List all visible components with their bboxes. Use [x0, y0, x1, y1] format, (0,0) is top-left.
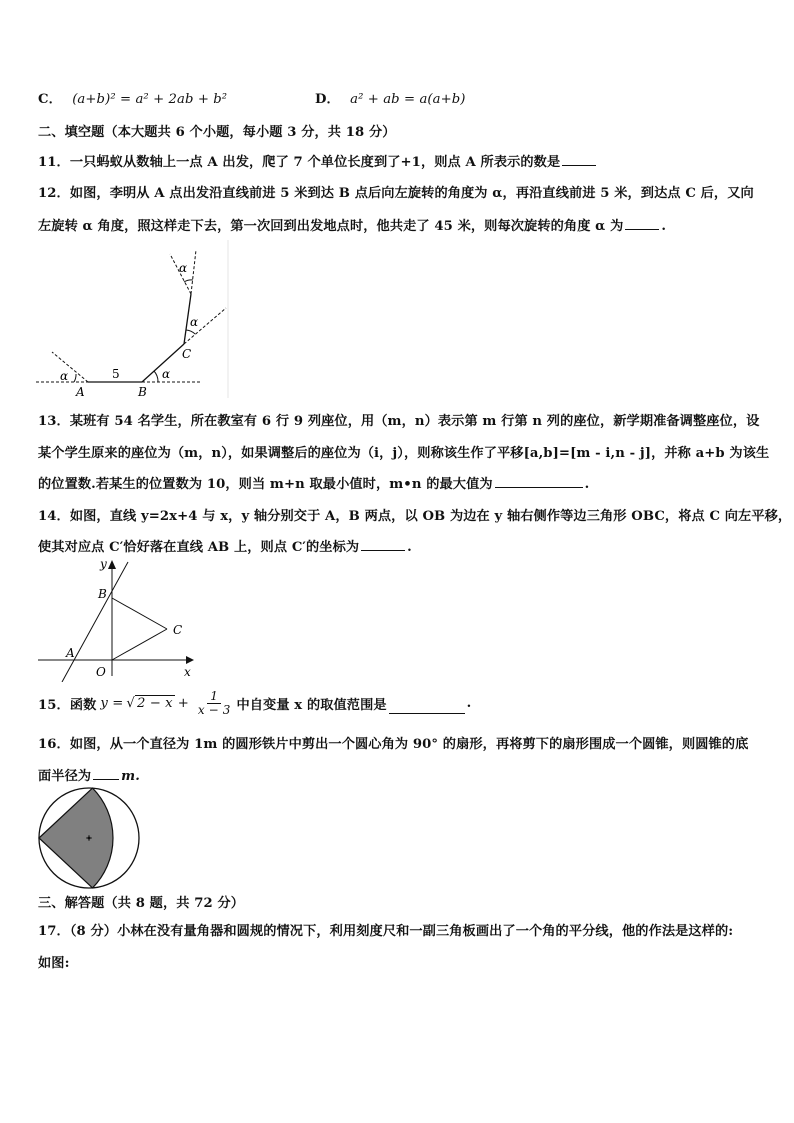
fraction-numerator: 1	[207, 690, 221, 704]
period: .	[584, 477, 590, 492]
option-d-expression: a² + ab = a(a+b)	[350, 92, 466, 107]
point-label-b: B	[98, 587, 107, 601]
function-lhs: y =	[100, 696, 124, 712]
fraction-denominator: x − 3	[197, 703, 231, 718]
section-heading-fill-in: 二、填空题（本大题共 6 个小题，每小题 3 分，共 18 分）	[38, 125, 396, 140]
question-13-line-2: 某个学生原来的座位为（m，n），如果调整后的座位为（i，j），则称该生作了平移[a,b]=[m - i,n - j]，并称 a+b 为该生	[38, 446, 770, 461]
question-12-line-1: 12．如图，李明从 A 点出发沿直线前进 5 米到达 B 点后向左旋转的角度为 α，再沿直线前进 5 米，到达点 C 后，又向	[38, 186, 754, 201]
option-c-expression: (a+b)² = a² + 2ab + b²	[72, 92, 228, 107]
question-16-line-2	[38, 765, 140, 784]
question-11-text: 11．一只蚂蚁从数轴上一点 A 出发，爬了 7 个单位长度到了+1，则点 A 所表示的数是	[38, 155, 561, 170]
question-14-figure	[36, 556, 206, 682]
question-15-prefix: 15．函数	[38, 698, 97, 714]
radicand: 2 − x	[136, 696, 173, 712]
answer-blank	[562, 153, 596, 166]
plus-sign: +	[177, 696, 189, 712]
point-label-c: C	[182, 347, 192, 361]
answer-blank	[361, 538, 405, 551]
answer-blank	[625, 217, 659, 230]
angle-label-c: α	[190, 315, 199, 329]
question-13-line-1: 13．某班有 54 名学生，所在教室有 6 行 9 列座位，用（m，n）表示第 m 行第 n 列的座位，新学期准备调整座位，设	[38, 414, 760, 429]
question-16-line-1: 16．如图，从一个直径为 1m 的圆形铁片中剪出一个圆心角为 90° 的扇形，再将剪下的扇形围成一个圆锥，则圆锥的底	[38, 737, 749, 752]
section-heading-solutions: 三、解答题（共 8 题，共 72 分）	[38, 896, 245, 911]
option-d	[315, 88, 466, 107]
option-c	[38, 88, 227, 107]
answer-blank	[389, 701, 465, 714]
angle-label-d: α	[179, 261, 188, 275]
point-label-o: O	[96, 665, 106, 679]
answer-blank	[495, 475, 583, 488]
point-label-a: A	[66, 646, 75, 660]
period: .	[466, 696, 472, 712]
question-17-line-2: 如图:	[38, 956, 70, 971]
unit-label: m.	[121, 769, 140, 784]
question-12-text: 左旋转 α 角度，照这样走下去，第一次回到出发地点时，他共走了 45 米，则每次旋转的角度 α 为	[38, 219, 624, 234]
question-17-line-1: 17．（8 分）小林在没有量角器和圆规的情况下，利用刻度尺和一副三角板画出了一个角的平分线，他的作法是这样的:	[38, 924, 734, 939]
option-c-label: C．	[38, 92, 62, 107]
question-14-text: 使其对应点 C′恰好落在直线 AB 上，则点 C′的坐标为	[38, 540, 360, 555]
question-14-line-1: 14．如图，直线 y=2x+4 与 x，y 轴分别交于 A，B 两点，以 OB 为边在 y 轴右侧作等边三角形 OBC，将点 C 向左平移，	[38, 509, 792, 524]
point-label-b: B	[138, 385, 147, 399]
question-16-figure	[36, 786, 142, 892]
question-16-text: 面半径为	[38, 769, 92, 784]
angle-label-a: α	[60, 369, 69, 383]
period: .	[661, 219, 667, 234]
answer-blank	[93, 767, 119, 780]
question-15-suffix: 中自变量 x 的取值范围是	[236, 698, 387, 714]
period: .	[407, 540, 412, 555]
square-root: √ 2 − x	[126, 696, 173, 712]
axis-label-x: x	[184, 665, 191, 679]
question-12-line-2	[38, 215, 666, 234]
point-label-c: C	[173, 623, 183, 637]
length-label: 5	[112, 367, 120, 381]
question-13-text: 的位置数.若某生的位置数为 10，则当 m+n 取最小值时，m•n 的最大值为	[38, 477, 493, 492]
question-15	[38, 690, 471, 717]
point-label-a: A	[76, 385, 85, 399]
question-14-line-2	[38, 536, 412, 555]
option-d-label: D．	[315, 92, 340, 107]
axis-label-y: y	[100, 557, 107, 571]
fraction	[195, 690, 234, 717]
angle-label-b: α	[162, 367, 171, 381]
question-13-line-3	[38, 473, 589, 492]
question-12-figure	[34, 240, 234, 400]
question-11	[38, 151, 598, 170]
